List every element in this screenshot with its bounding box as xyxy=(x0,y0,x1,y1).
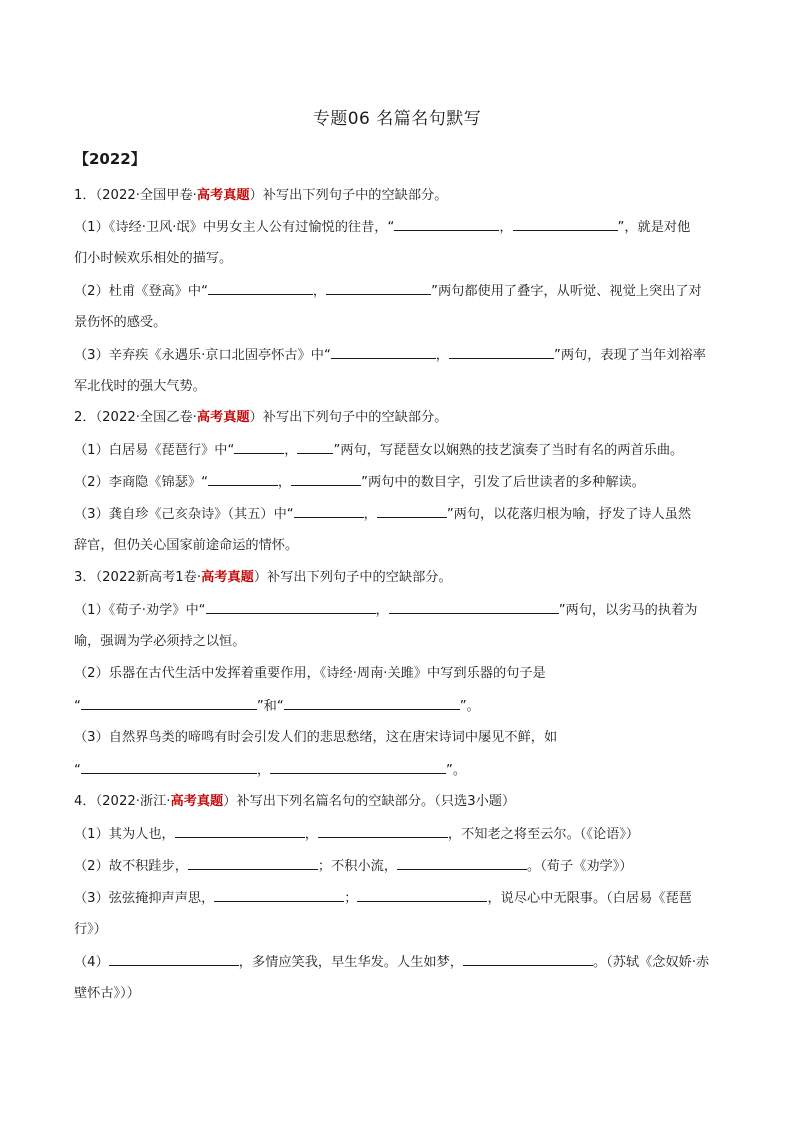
question-4-part-2: （2）故不积跬步， ；不积小流， 。（荀子《劝学》） xyxy=(74,856,633,877)
answer-blank[interactable] xyxy=(449,345,554,359)
question-1-part-3-cont: 军北伐时的强大气势。 xyxy=(74,379,206,394)
answer-blank[interactable] xyxy=(318,824,448,838)
answer-blank[interactable] xyxy=(234,440,284,454)
question-2-part-1: （1）白居易《琵琶行》中“ ， ”两句，写琵琶女以娴熟的技艺演奏了当时有名的两首乐曲。 xyxy=(74,440,683,461)
answer-blank[interactable] xyxy=(188,856,318,870)
answer-blank[interactable] xyxy=(81,760,257,774)
question-4-part-4: （4） ，多情应笑我，早生华发。人生如梦， 。（苏轼《念奴娇·赤 xyxy=(74,952,709,973)
answer-blank[interactable] xyxy=(357,888,487,902)
page-title: 专题06 名篇名句默写 xyxy=(312,109,482,129)
answer-blank[interactable] xyxy=(294,504,364,518)
question-1-part-3: （3）辛弃疾《永遇乐·京口北固亭怀古》中“ ， ”两句，表现了当年刘裕率 xyxy=(74,345,706,366)
question-3-part-2-cont: “ ”和“ ”。 xyxy=(74,696,480,717)
question-3-part-1-cont: 喻，强调为学必须持之以恒。 xyxy=(74,634,246,649)
question-2-part-3-cont: 辞官，但仍关心国家前途命运的情怀。 xyxy=(74,538,299,553)
question-1-part-2-cont: 景伤怀的感受。 xyxy=(74,315,167,330)
question-4-header: 4．（2022·浙江·高考真题）补写出下列名篇名句的空缺部分。（只选3小题） xyxy=(74,794,516,809)
answer-blank[interactable] xyxy=(291,472,361,486)
exam-tag: 高考真题 xyxy=(170,794,224,809)
question-1-part-2: （2）杜甫《登高》中“ ， ”两句都使用了叠字，从听觉、视觉上突出了对 xyxy=(74,281,702,302)
answer-blank[interactable] xyxy=(284,696,460,710)
question-4-part-3-cont: 行》） xyxy=(74,922,107,937)
answer-blank[interactable] xyxy=(81,696,257,710)
answer-blank[interactable] xyxy=(394,217,499,231)
answer-blank[interactable] xyxy=(109,952,239,966)
answer-blank[interactable] xyxy=(513,217,618,231)
answer-blank[interactable] xyxy=(377,504,447,518)
question-3-part-3: （3）自然界鸟类的啼鸣有时会引发人们的悲思愁绪，这在唐宋诗词中屡见不鲜，如 xyxy=(74,730,558,745)
answer-blank[interactable] xyxy=(214,888,344,902)
question-2-part-3: （3）龚自珍《己亥杂诗》（其五）中“ ， ”两句，以花落归根为喻，抒发了诗人虽然 xyxy=(74,504,691,525)
question-1-header: 1．（2022·全国甲卷·高考真题）补写出下列句子中的空缺部分。 xyxy=(74,188,448,203)
question-3-part-1: （1）《荀子·劝学》中“ ， ”两句，以劣马的执着为 xyxy=(74,600,697,621)
answer-blank[interactable] xyxy=(389,600,559,614)
question-4-part-4-cont: 壁怀古》）） xyxy=(74,986,140,1001)
answer-blank[interactable] xyxy=(297,440,333,454)
question-2-part-2: （2）李商隐《锦瑟》“ ， ”两句中的数目字，引发了后世读者的多种解读。 xyxy=(74,472,645,493)
year-header: 【2022】 xyxy=(74,150,146,168)
exam-tag: 高考真题 xyxy=(196,188,250,203)
answer-blank[interactable] xyxy=(175,824,305,838)
answer-blank[interactable] xyxy=(397,856,527,870)
exam-tag: 高考真题 xyxy=(196,410,250,425)
answer-blank[interactable] xyxy=(331,345,436,359)
answer-blank[interactable] xyxy=(270,760,446,774)
exam-tag: 高考真题 xyxy=(201,570,254,585)
question-4-part-3: （3）弦弦掩抑声声思， ； ，说尽心中无限事。（白居易《琵琶 xyxy=(74,888,692,909)
question-2-header: 2．（2022·全国乙卷·高考真题）补写出下列句子中的空缺部分。 xyxy=(74,410,448,425)
question-3-header: 3．（2022新高考1卷·高考真题）补写出下列句子中的空缺部分。 xyxy=(74,570,452,585)
question-4-part-1: （1）其为人也， ， ，不知老之将至云尔。（《论语》） xyxy=(74,824,639,845)
answer-blank[interactable] xyxy=(206,600,376,614)
answer-blank[interactable] xyxy=(326,281,431,295)
answer-blank[interactable] xyxy=(208,472,278,486)
answer-blank[interactable] xyxy=(463,952,593,966)
answer-blank[interactable] xyxy=(208,281,313,295)
question-3-part-3-cont: “ ， ”。 xyxy=(74,760,466,781)
question-3-part-2: （2）乐器在古代生活中发挥着重要作用，《诗经·周南·关雎》中写到乐器的句子是 xyxy=(74,666,546,681)
question-1-part-1-cont: 们小时候欢乐相处的描写。 xyxy=(74,251,233,266)
question-1-part-1: （1）《诗经·卫风·氓》中男女主人公有过愉悦的往昔，“ ， ”，就是对他 xyxy=(74,217,690,238)
